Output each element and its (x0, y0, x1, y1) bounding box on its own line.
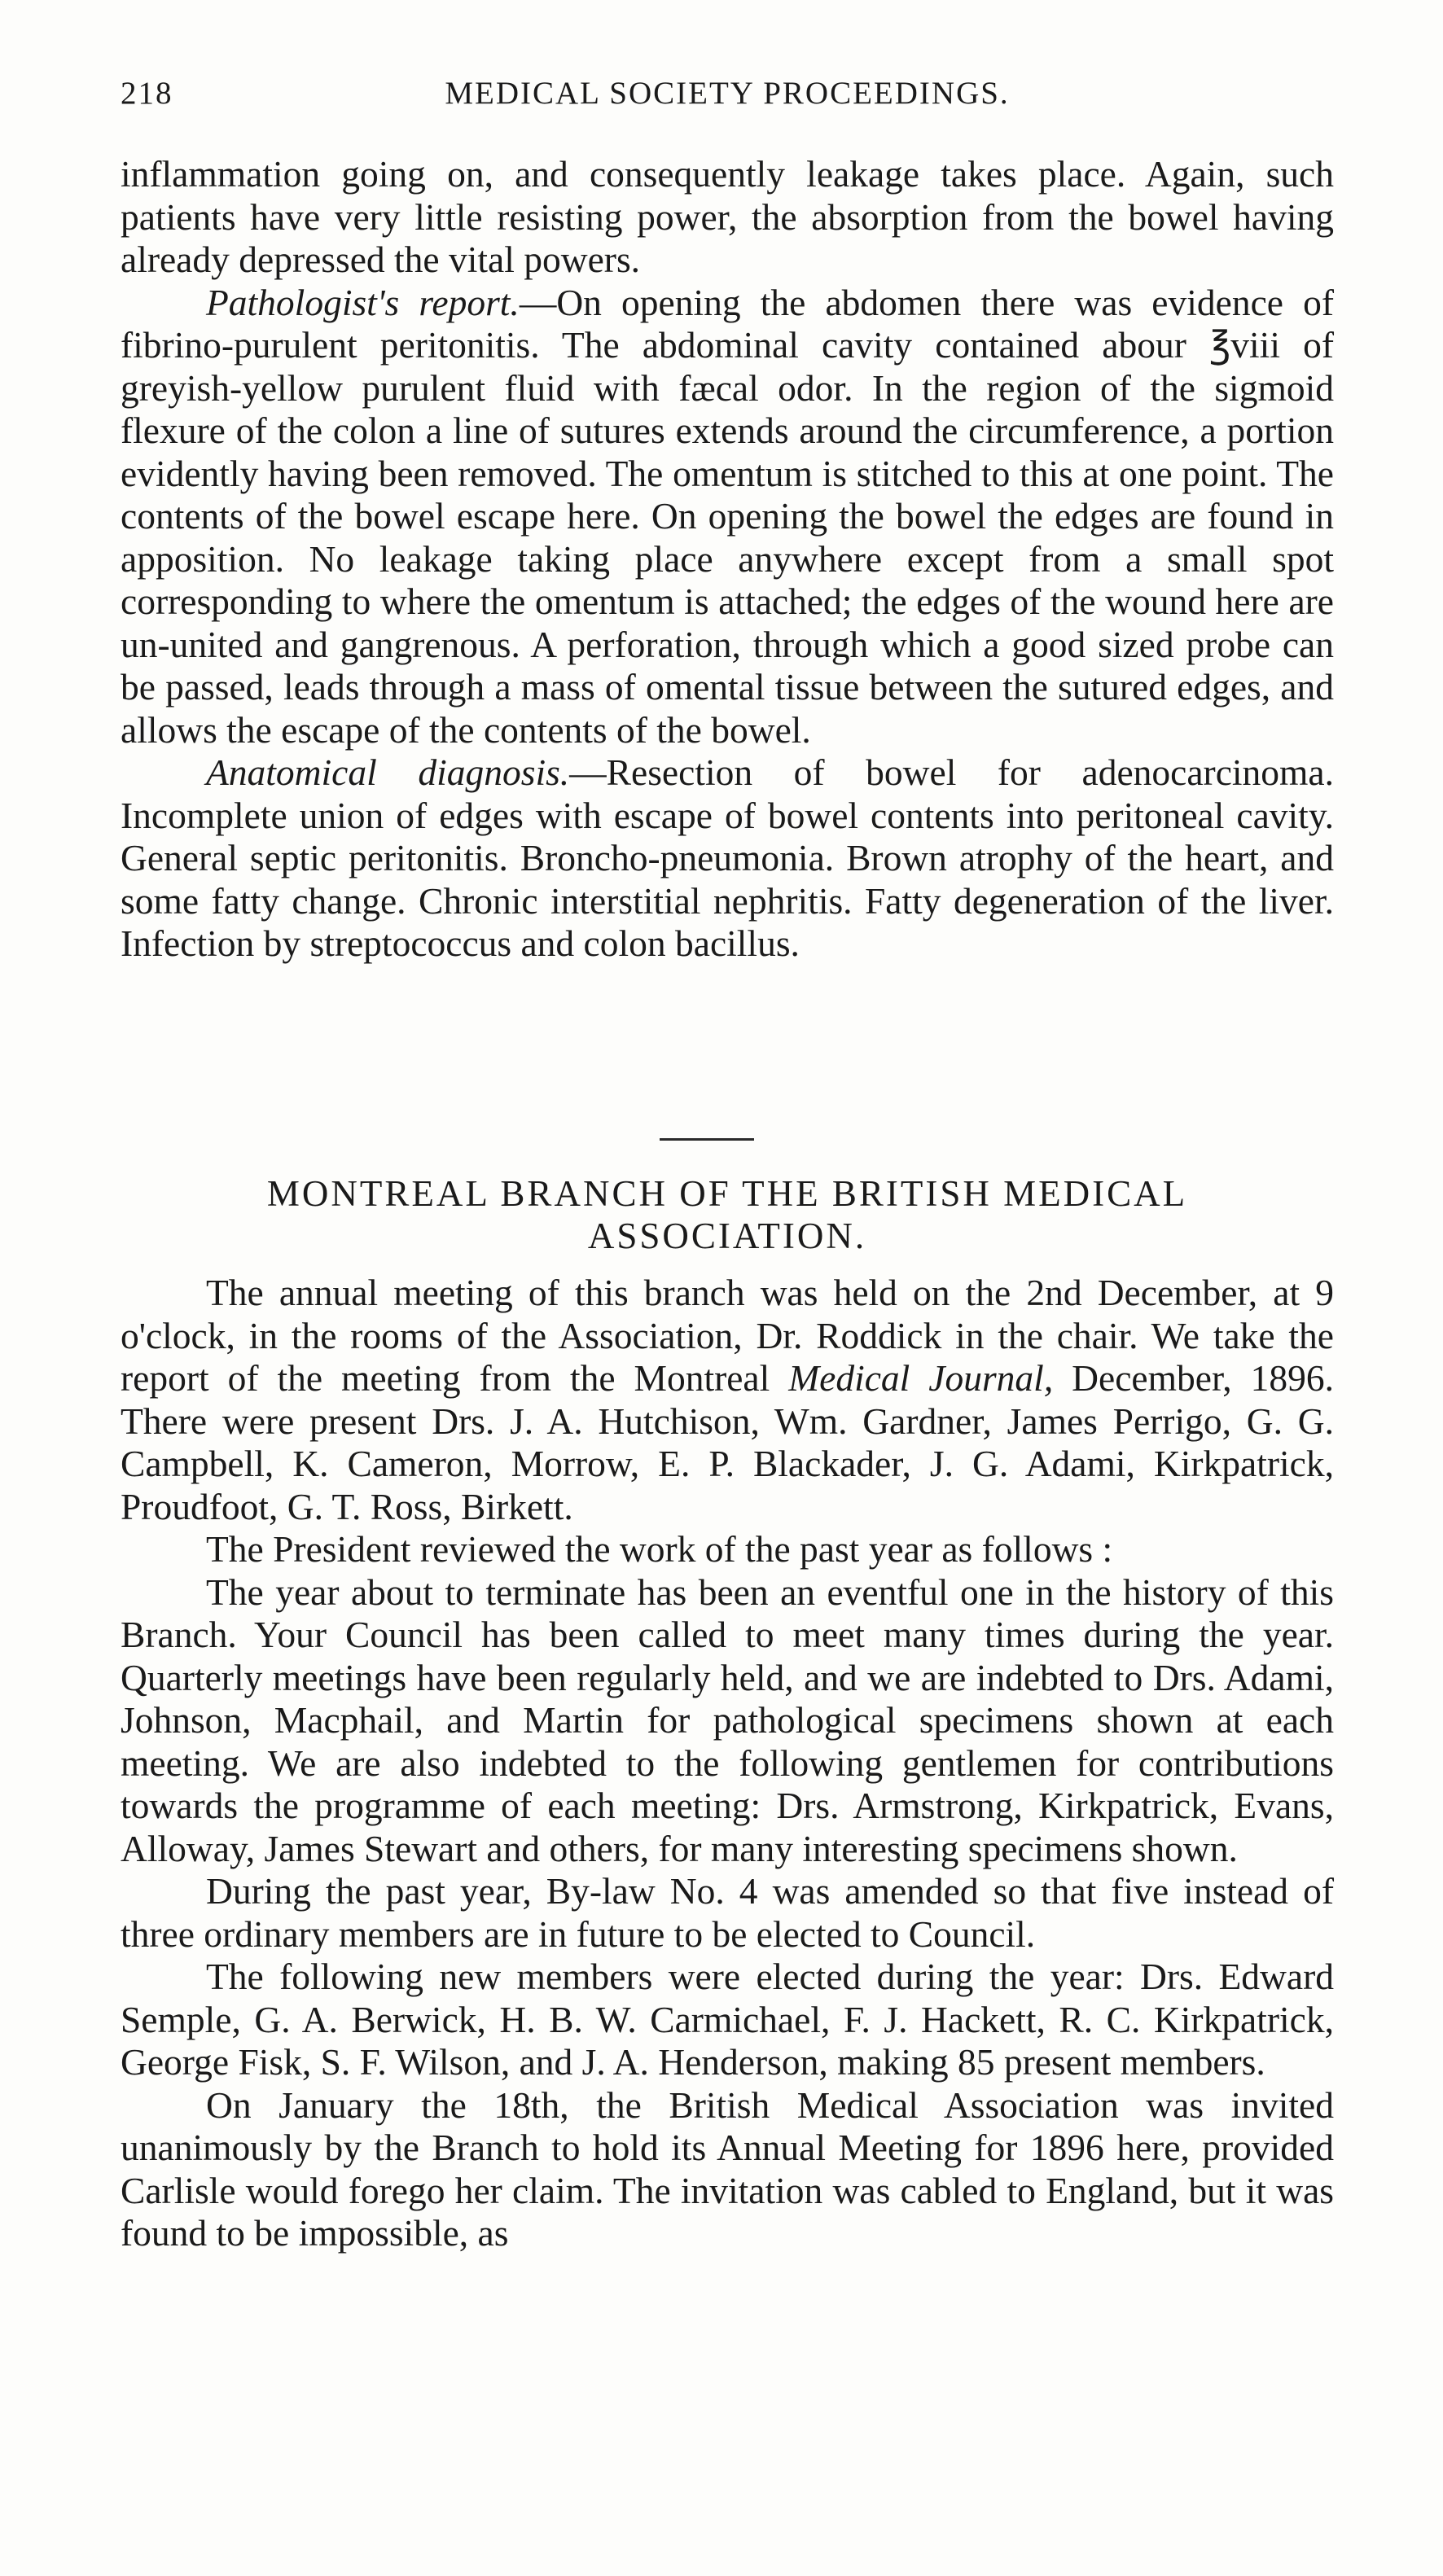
section-title (121, 1172, 1334, 1257)
pathologist-report-label: Pathologist's report. (206, 281, 520, 323)
annual-meeting-text-b: December, 1896. There were present Drs. J. A. Hutchison, Wm. Gardner, James Perrigo, G. G. Campbell, K. Cameron, Morrow, E. P. Blackader, J. G. Adami, Kirkpatrick, Proudfoot, G. T. Ross, Birkett. (121, 1357, 1334, 1527)
section-divider (660, 1138, 754, 1141)
paragraph-anatomical-diagnosis (121, 751, 1334, 966)
running-head: MEDICAL SOCIETY PROCEEDINGS. (445, 76, 1010, 111)
journal-title: Medical Journal, (788, 1357, 1054, 1399)
page-number: 218 (121, 76, 173, 111)
section-title-line-2: ASSOCIATION. (587, 1216, 867, 1256)
paragraph-annual-meeting (121, 1272, 1334, 1528)
paragraph-president-review: The President reviewed the work of the past year as follows : (206, 1528, 1113, 1570)
section-title-line-1: MONTREAL BRANCH OF THE BRITISH MEDICAL (266, 1173, 1188, 1214)
anatomical-diagnosis-label: Anatomical diagnosis. (206, 751, 570, 793)
paragraph-bylaw: During the past year, By-law No. 4 was amended so that five instead of three ordinary members are in future to be elected to Council. (121, 1870, 1334, 1955)
page-header (121, 75, 1334, 124)
anatomical-diagnosis-text: —Resection of bowel for adenocarcinoma. Incomplete union of edges with escape of bowel contents into peritoneal cavity. General septic peritonitis. Broncho-pneumonia. Brown atrophy of the heart, and some fatty change. Chronic interstitial nephritis. Fatty degeneration of the liver. Infection by streptococcus and colon bacillus. (121, 751, 1335, 964)
annual-meeting-text-a: The annual meeting of this branch was held on the 2nd December, at 9 o'clock, in the rooms of the Association, Dr. Roddick in the chair. We take the report of the meeting from the Montreal (121, 1272, 1334, 1399)
branch-meeting-text (121, 1272, 1334, 2255)
paragraph-january-invitation: On January the 18th, the British Medical Association was invited unanimously by the Branch to hold its Annual Meeting for 1896 here, provided Carlisle would forego her claim. The invitation was cabled to England, but it was found to be impossible, as (121, 2083, 1334, 2254)
pathology-case-text (121, 153, 1334, 966)
paragraph-inflammation: inflammation going on, and consequently leakage takes place. Again, such patients have very little resisting power, the absorption from the bowel having already depressed the vital powers. (121, 153, 1334, 280)
pathologist-report-text: —On opening the abdomen there was evidence of fibrino-purulent peritonitis. The abdominal cavity contained abour ℥viii of greyish-yellow purulent fluid with fæcal odor. In the region of the sigmoid flexure of the colon a line of sutures extends around the circumference, a portion evidently having been removed. The omentum is stitched to this at one point. The contents of the bowel escape here. On opening the bowel the edges are found in apposition. No leakage taking place anywhere except from a small spot corresponding to where the omentum is attached; the edges of the wound here are un-united and gangrenous. A perforation, through which a good sized probe can be passed, leads through a mass of omental tissue between the sutured edges, and allows the escape of the contents of the bowel. (121, 281, 1334, 751)
paragraph-eventful-year: The year about to terminate has been an eventful one in the history of this Branch. Your Council has been called to meet many times during the year. Quarterly meetings have been regularly held, and we are indebted to Drs. Adami, Johnson, Macphail, and Martin for pathological specimens shown at each meeting. We are also indebted to the following gentlemen for contributions towards the programme of each meeting: Drs. Armstrong, Kirkpatrick, Evans, Alloway, James Stewart and others, for many interesting specimens shown. (121, 1571, 1334, 1869)
paragraph-pathologist-report (121, 282, 1334, 752)
paragraph-new-members: The following new members were elected during the year: Drs. Edward Semple, G. A. Berwick, H. B. W. Carmichael, F. J. Hackett, R. C. Kirkpatrick, George Fisk, S. F. Wilson, and J. A. Henderson, making 85 present members. (121, 1956, 1334, 2083)
